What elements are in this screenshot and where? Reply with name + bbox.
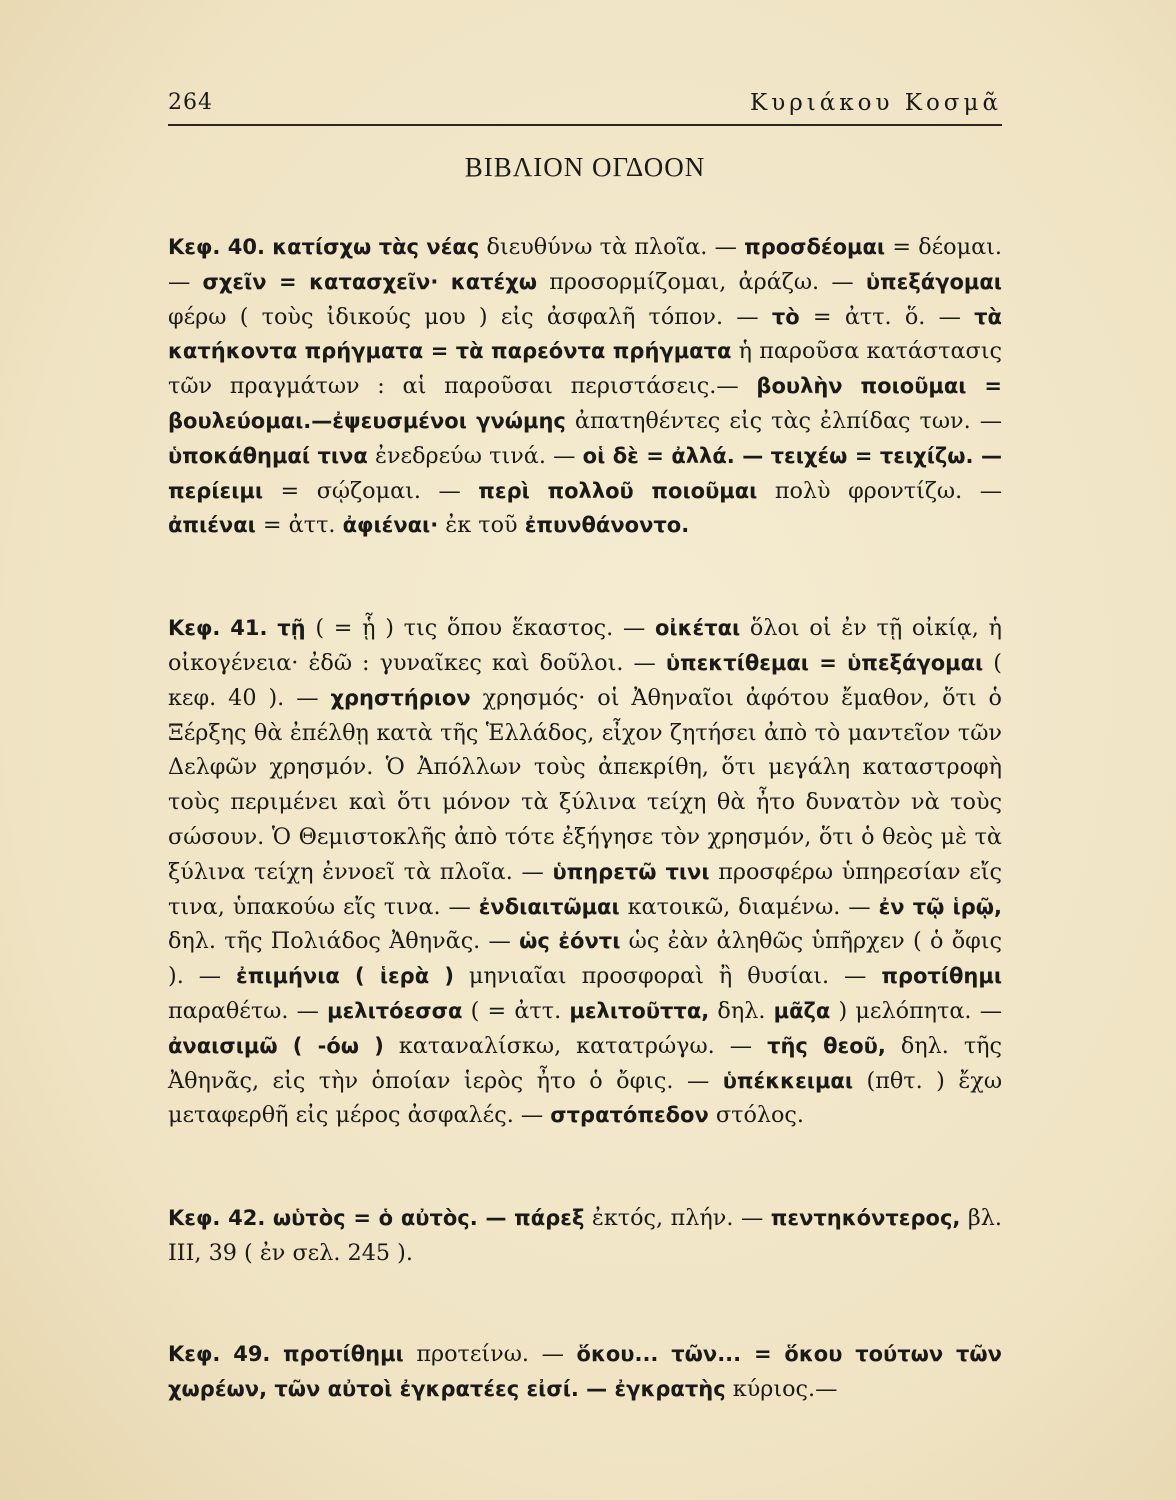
gloss-text: ἐκτός, πλήν. — <box>584 1205 771 1232</box>
bold-term: στρατόπεδον <box>550 1103 709 1128</box>
bold-term: ἀπιέναι <box>168 513 256 538</box>
bold-term: τῆς θεοῦ, <box>767 1033 886 1058</box>
chapter-label: Κεφ. 42. <box>168 1206 266 1231</box>
bold-term: περὶ πολλοῦ ποιοῦμαι <box>478 478 758 503</box>
gloss-text: φέρω ( τοὺς ἰδικούς μου ) εἰς ἀσφαλῆ τόπον. — <box>168 303 772 330</box>
bold-term: ὑπεκτίθεμαι = ὑπεξάγομαι <box>665 650 984 675</box>
bold-term: ἐπιμήνια ( ἱερὰ ) <box>236 964 454 989</box>
page-number: 264 <box>168 90 213 115</box>
gloss-text: ἐκ τοῦ <box>438 512 525 539</box>
gloss-text: στόλος. <box>708 1102 804 1129</box>
bold-term: μελιτοῦττα, <box>569 998 710 1023</box>
gloss-text: προσορμίζομαι, ἀράζω. — <box>537 268 866 295</box>
gloss-text: καταναλίσκω, κατατρώγω. — <box>383 1032 768 1059</box>
bold-term: ὑπεξάγομαι <box>865 269 1002 294</box>
bold-term: οἰκέται <box>654 616 741 641</box>
bold-term: χρηστήριον <box>330 685 471 710</box>
gloss-text: ἀπατηθέντες εἰς τὰς ἐλπίδας των. — <box>565 407 1003 434</box>
chapter-label: Κεφ. 49. <box>168 1341 271 1366</box>
bold-term: οἱ δὲ = ἀλλά. — τειχέω = τειχίζω. — περίειμι <box>168 443 1002 503</box>
gloss-text: ( κεφ. 40 ). — <box>168 649 1002 711</box>
gloss-text: ) μελόπητα. — <box>830 997 1002 1024</box>
bold-term: τὰ κατήκοντα πρήγματα = τὰ παρεόντα πρήγματα <box>168 304 1002 364</box>
gloss-text: προτείνω. — <box>403 1340 577 1367</box>
gloss-text: = ἀττ. <box>255 512 343 539</box>
gloss-text: ( = ᾗ ) τις ὅπου ἕκαστος. — <box>305 615 655 642</box>
chapter-label: Κεφ. 40. <box>168 235 265 259</box>
gloss-text: ( = ἀττ. <box>462 997 570 1024</box>
text-body <box>168 230 1002 1406</box>
bold-term: ἐνδιαιτῶμαι <box>478 894 620 919</box>
gloss-text: ἐνεδρεύω τινά. — <box>367 442 583 469</box>
bold-term: βουλὴν ποιοῦμαι = βουλεύομαι.—ἐψευσμένοι γνώμης <box>168 374 1003 433</box>
bold-term: ἐν τῷ ἱρῷ, <box>878 894 1002 919</box>
bold-term: ἀναισιμῶ ( -όω ) <box>168 1033 384 1058</box>
gloss-text: βλ. III, 39 ( ἐν σελ. 245 ). <box>168 1205 1003 1266</box>
gloss-text: δηλ. τῆς Πολιάδος Ἀθηνᾶς. — <box>168 928 520 955</box>
gloss-text: πολὺ φροντίζω. — <box>757 477 1002 504</box>
chapter-label: Κεφ. 41. <box>168 616 268 641</box>
bold-term: μᾶζα <box>773 998 831 1023</box>
bold-term: προτίθημι <box>881 964 1002 989</box>
gloss-text: ὅλοι οἱ ἐν τῇ οἰκίᾳ, ἡ οἰκογένεια· ἐδῶ : γυναῖκες καὶ δοῦλοι. — <box>168 615 1002 676</box>
bold-term: ὡς ἐόντι <box>519 929 621 954</box>
bold-term: ὑπέκκειμαι <box>722 1068 854 1093</box>
bold-term: μελιτόεσσα <box>327 998 463 1023</box>
bold-term: ὑποκάθημαί τινα <box>168 443 368 468</box>
gloss-text: δηλ. <box>709 997 774 1024</box>
gloss-text: χρησμός· οἱ Ἀθηναῖοι ἀφότου ἔμαθον, ὅτι ὁ Ξέρξης θὰ ἐπέλθῃ κατὰ τῆς Ἑλλάδος, εἶχον ζητήσει ἀπὸ τὸ μαντεῖον τῶν Δελφῶν χρησμόν. Ὁ Ἀπόλλων τοὺς ἀπεκρίθη, ὅτι μεγάλη καταστροφὴ τοὺς περιμένει καὶ ὅτι μόνον τὰ ξύλινα τείχη θὰ ἦτο δυνατὸν νὰ τοὺς σώσουν. Ὁ Θεμιστοκλῆς ἀπὸ τότε ἐξήγησε τὸν χρησμόν, ὅτι ὁ θεὸς μὲ τὰ ξύλινα τείχη ἐννοεῖ τὰ πλοῖα. — <box>168 684 1002 885</box>
gloss-text: = σῴζομαι. — <box>263 477 479 504</box>
chapter-42-paragraph <box>168 1201 1002 1271</box>
bold-term: ὑπηρετῶ τινι <box>552 859 710 884</box>
bold-term: προτίθημι <box>283 1341 404 1366</box>
gloss-text: = ἀττ. ὅ. — <box>799 303 975 330</box>
gloss-text: παραθέτω. — <box>168 997 328 1024</box>
bold-term: σχεῖν = κατασχεῖν· κατέχω <box>202 269 538 294</box>
chapter-40-paragraph <box>168 230 1002 543</box>
gloss-text: = δέομαι. — <box>168 234 1002 295</box>
bold-term: ωὑτὸς = ὁ αὐτὸς. — πάρεξ <box>272 1206 585 1231</box>
bold-term: τῇ <box>277 616 306 641</box>
bold-term: προσδέομαι <box>744 235 886 259</box>
chapter-41-paragraph <box>168 611 1002 1133</box>
gloss-text: μηνιαῖαι προσφοραὶ ἢ θυσίαι. — <box>453 963 882 990</box>
book-title: ΒΙΒΛΙΟΝ ΟΓΔΟΟΝ <box>464 152 706 182</box>
bold-term: τὸ <box>771 304 800 329</box>
bold-term: ὅκου... τῶν... = ὅκου τούτων τῶν χωρέων, τῶν αὐτοὶ ἐγκρατέες εἰσί. — ἐγκρατὴς <box>168 1341 1002 1401</box>
bold-term: ἀφιέναι· <box>342 513 439 538</box>
gloss-text: ἡ παροῦσα κατάστασις τῶν πραγμάτων : αἱ παροῦσαι περιστάσεις.— <box>168 338 1002 400</box>
gloss-text: κύριος.— <box>725 1375 838 1402</box>
bold-term: κατίσχω τὰς νέας <box>272 235 480 259</box>
bold-term: ἐπυνθάνοντο. <box>524 513 690 538</box>
gloss-text: ὡς ἐὰν ἀληθῶς ὑπῆρχεν ( ὁ ὄφις ). — <box>168 928 1002 990</box>
gloss-text: (πθτ. ) ἔχω μεταφερθῆ εἰς μέρος ἀσφαλές. — <box>168 1067 1002 1129</box>
running-head: Κυριάκου Κοσμᾶ <box>750 90 1002 116</box>
chapter-49-paragraph <box>168 1337 1002 1407</box>
gloss-text: δηλ. τῆς Ἀθηνᾶς, εἰς τὴν ὁποίαν ἱερὸς ἦτο ὁ ὄφις. — <box>168 1032 1003 1094</box>
page-header <box>168 84 1002 126</box>
gloss-text: κατοικῶ, διαμένω. — <box>619 893 879 920</box>
gloss-text: διευθύνω τὰ πλοῖα. — <box>479 234 745 260</box>
gloss-text: προσφέρω ὑπηρεσίαν εἴς τινα, ὑπακούω εἴς τινα. — <box>168 858 1002 920</box>
bold-term: πεντηκόντερος, <box>770 1206 961 1231</box>
